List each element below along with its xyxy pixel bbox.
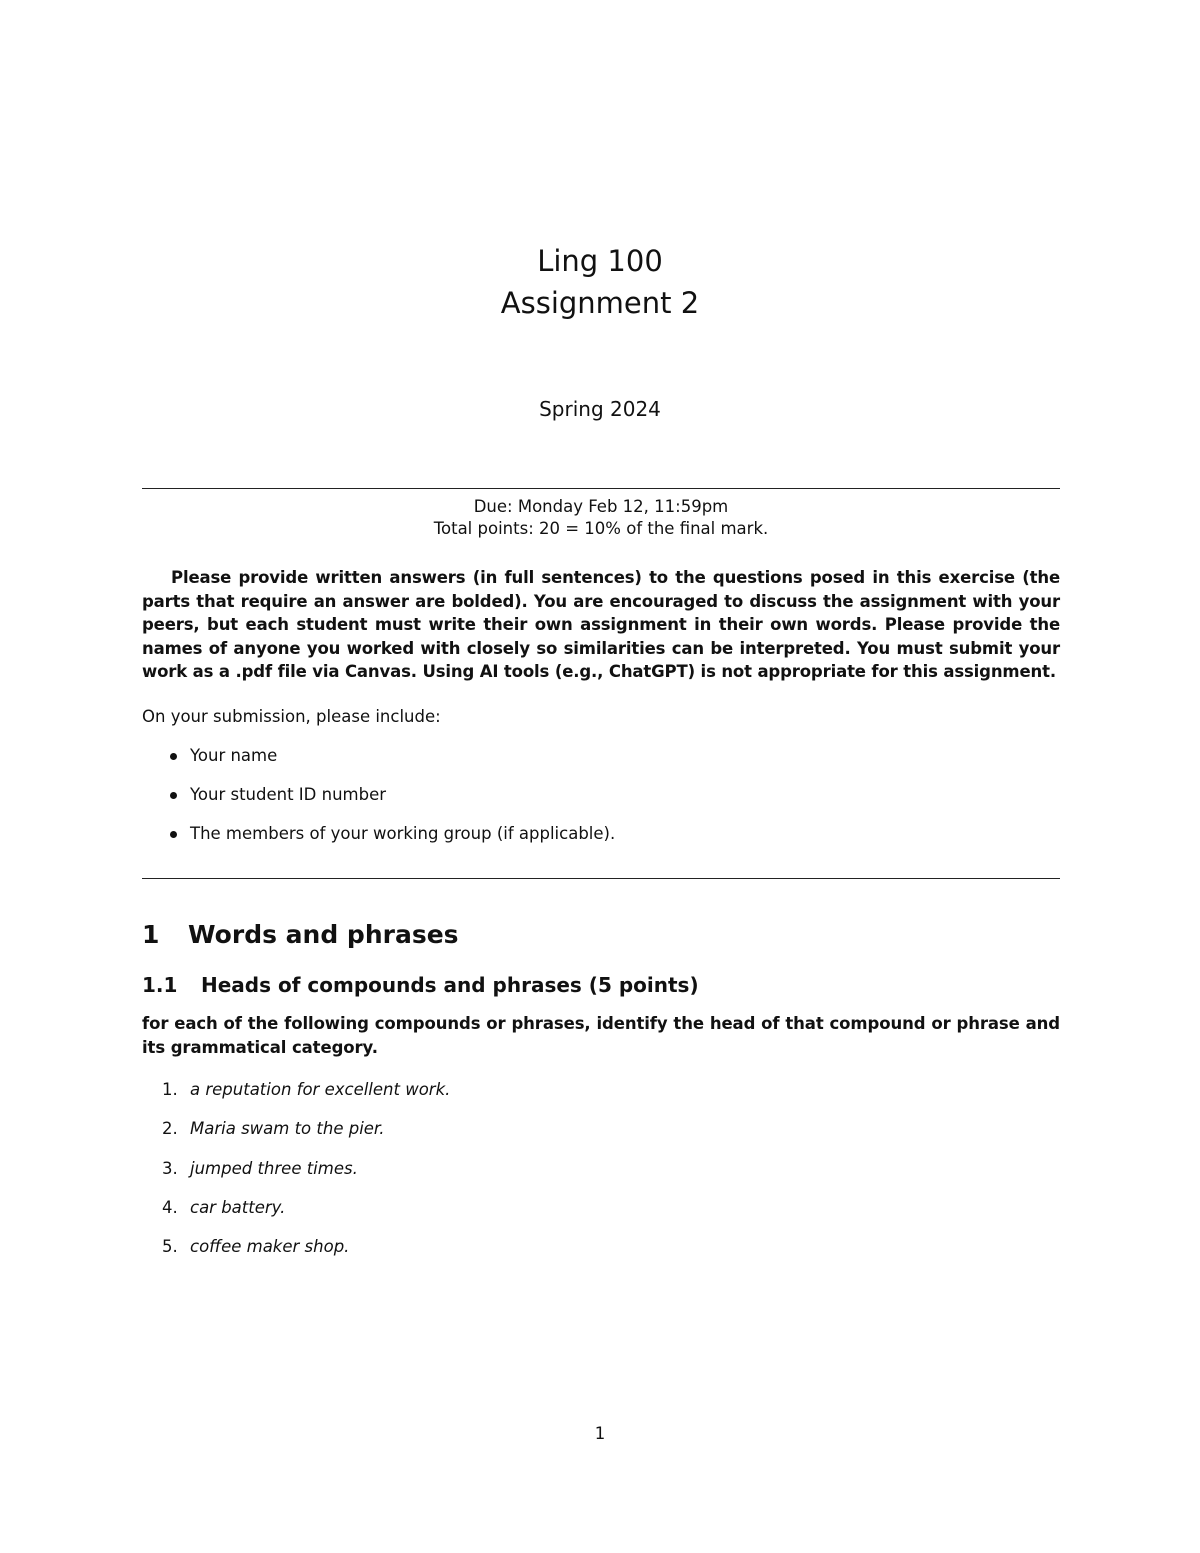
instructions-paragraph: Please provide written answers (in full sentences) to the questions posed in this exercise (the parts that require an answer are bolded). You are encouraged to discuss the assignment with your peers, but each student must write their own assignment in their own words. Please provide the names of anyone you worked with closely so similarities can be interpreted. You must submit your work as a .pdf file via Canvas. Using AI tools (e.g., ChatGPT) is not appropriate for this assignment.	[142, 568, 1060, 681]
list-item	[142, 783, 1042, 822]
due-date: Due: Monday Feb 12, 11:59pm	[473, 497, 729, 516]
assignment-title: Assignment 2	[500, 286, 700, 320]
list-item	[142, 822, 1042, 861]
bullet-icon	[170, 792, 177, 799]
item-phrase: a reputation for excellent work.	[190, 1080, 451, 1099]
submission-intro: On your submission, please include:	[142, 707, 441, 726]
course-title: Ling 100	[537, 244, 663, 278]
due-block	[142, 496, 1060, 540]
item-number: 2.	[162, 1119, 178, 1139]
subsection-number: 1.1	[142, 973, 178, 997]
item-number: 3.	[162, 1158, 178, 1178]
total-points: Total points: 20 = 10% of the final mark.	[433, 519, 769, 538]
bottom-divider	[142, 878, 1060, 879]
bullet-icon	[170, 753, 177, 760]
list-item	[142, 1196, 1042, 1235]
list-item-label: Your student ID number	[190, 785, 387, 804]
item-phrase: jumped three times.	[190, 1158, 358, 1178]
subsection-title: Heads of compounds and phrases (5 points)	[201, 973, 699, 997]
list-item-label: The members of your working group (if applicable).	[190, 824, 616, 843]
list-item	[142, 1235, 1042, 1274]
section-number: 1	[142, 920, 160, 949]
item-phrase: car battery.	[190, 1197, 286, 1217]
submission-list	[142, 744, 1042, 861]
item-number: 1.	[162, 1080, 178, 1099]
list-item	[142, 1117, 1042, 1156]
term-label: Spring 2024	[539, 397, 661, 421]
subsection-heading	[142, 971, 699, 999]
bullet-icon	[170, 831, 177, 838]
page-number: 1	[594, 1424, 606, 1443]
item-number: 5.	[162, 1237, 178, 1257]
item-number: 4.	[162, 1197, 178, 1217]
section-title: Words and phrases	[188, 920, 459, 949]
exercise-list	[142, 1078, 1042, 1274]
item-phrase: Maria swam to the pier.	[190, 1119, 385, 1139]
list-item	[142, 1078, 1042, 1117]
item-phrase: coffee maker shop.	[190, 1237, 350, 1257]
list-item-label: Your name	[190, 746, 278, 765]
top-divider	[142, 488, 1060, 489]
task-prompt: for each of the following compounds or phrases, identify the head of that compound or phrase and its grammatical category.	[142, 1014, 1060, 1057]
list-item	[142, 744, 1042, 783]
section-heading	[142, 917, 459, 953]
list-item	[142, 1157, 1042, 1196]
